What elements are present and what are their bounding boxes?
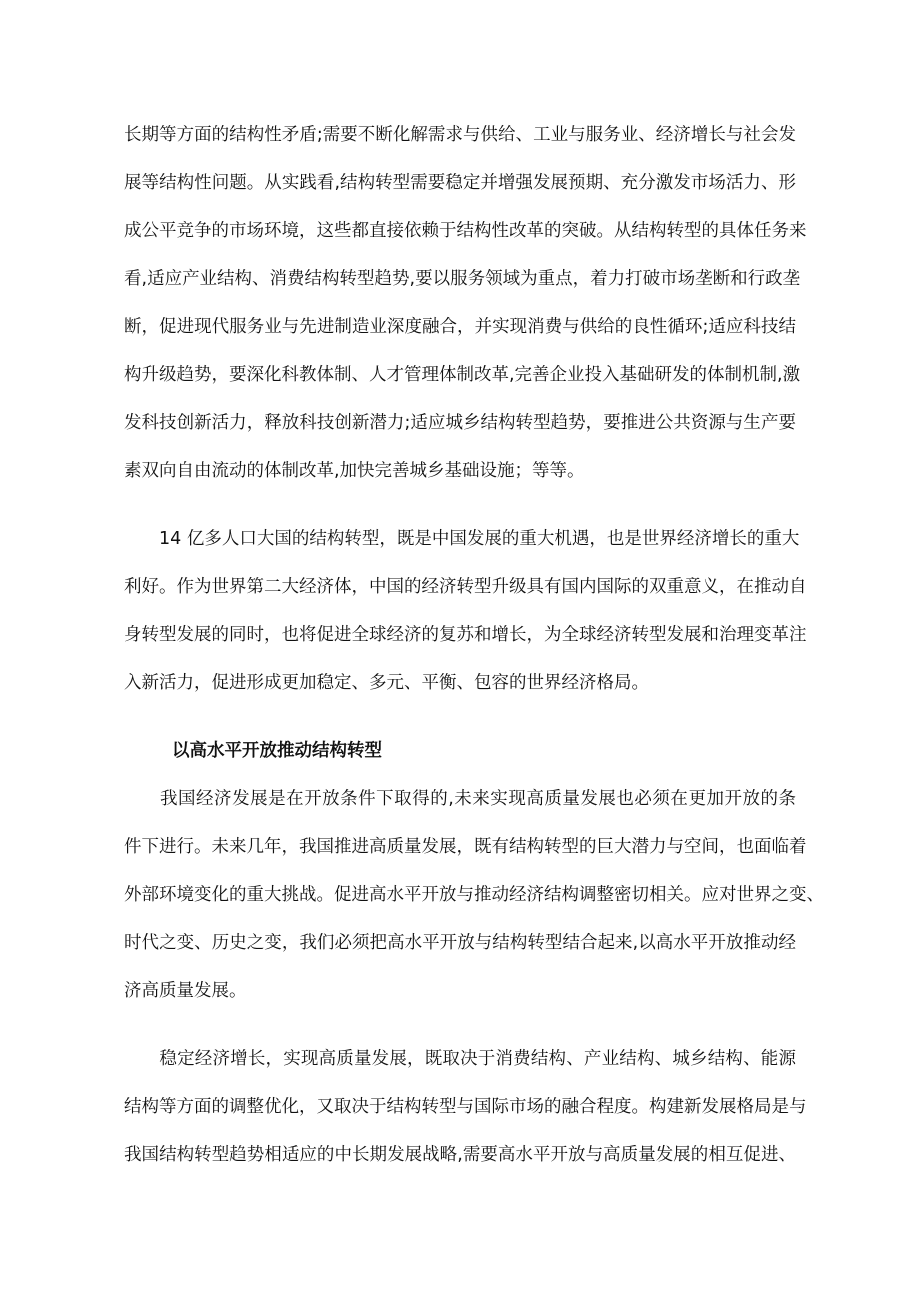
text-line: 利好。作为世界第二大经济体，中国的经济转型升级具有国内国际的双重意义，在推动自: [124, 577, 807, 597]
text-line: 构升级趋势，要深化科教体制、人才管理体制改革,完善企业投入基础研发的体制机制,激: [124, 365, 801, 385]
text-line: 稳定经济增长，实现高质量发展，既取决于消费结构、产业结构、城乡结构、能源: [124, 1049, 796, 1069]
text-line: 展等结构性问题。从实践看,结构转型需要稳定并增强发展预期、充分激发市场活力、形: [124, 173, 796, 193]
text-line: 14 亿多人口大国的结构转型，既是中国发展的重大机遇，也是世界经济增长的重大: [124, 529, 800, 549]
text-line: 外部环境变化的重大挑战。促进高水平开放与推动经济结构调整密切相关。应对世界之变、: [124, 885, 824, 905]
text-line: 成公平竞争的市场环境，这些都直接依赖于结构性改革的突破。从结构转型的具体任务来: [124, 221, 807, 241]
text-line: 件下进行。未来几年，我国推进高质量发展，既有结构转型的巨大潜力与空间，也面临着: [124, 837, 807, 857]
text-line: 长期等方面的结构性矛盾;需要不断化解需求与供给、工业与服务业、经济增长与社会发: [124, 125, 796, 145]
text-line: 结构等方面的调整优化，又取决于结构转型与国际市场的融合程度。构建新发展格局是与: [124, 1097, 807, 1117]
text-line: 看,适应产业结构、消费结构转型趋势,要以服务领域为重点，着力打破市场垄断和行政垄: [124, 269, 801, 289]
paragraph: [124, 122, 807, 506]
text-line: 断，促进现代服务业与先进制造业深度融合，并实现消费与供给的良性循环;适应科技结: [124, 317, 796, 337]
text-line: 素双向自由流动的体制改革,加快完善城乡基础设施；等等。: [124, 461, 585, 481]
paragraph: [124, 1046, 807, 1190]
paragraph: [124, 786, 824, 1026]
section-heading: 以高水平开放推动结构转型: [172, 741, 382, 761]
document-page: [124, 122, 824, 1210]
text-line: 我国经济发展是在开放条件下取得的,未来实现高质量发展也必须在更加开放的条: [124, 789, 796, 809]
text-line: 身转型发展的同时，也将促进全球经济的复苏和增长，为全球经济转型发展和治理变革注: [124, 625, 807, 645]
text-line: 时代之变、历史之变，我们必须把高水平开放与结构转型结合起来,以高水平开放推动经: [124, 933, 796, 953]
paragraph: [124, 526, 807, 718]
text-line: 发科技创新活力，释放科技创新潜力;适应城乡结构转型趋势，要推进公共资源与生产要: [124, 413, 796, 433]
text-line: 入新活力，促进形成更加稳定、多元、平衡、包容的世界经济格局。: [124, 673, 649, 693]
text-line: 我国结构转型趋势相适应的中长期发展战略,需要高水平开放与高质量发展的相互促进、: [124, 1145, 796, 1165]
text-line: 济高质量发展。: [124, 981, 247, 1001]
